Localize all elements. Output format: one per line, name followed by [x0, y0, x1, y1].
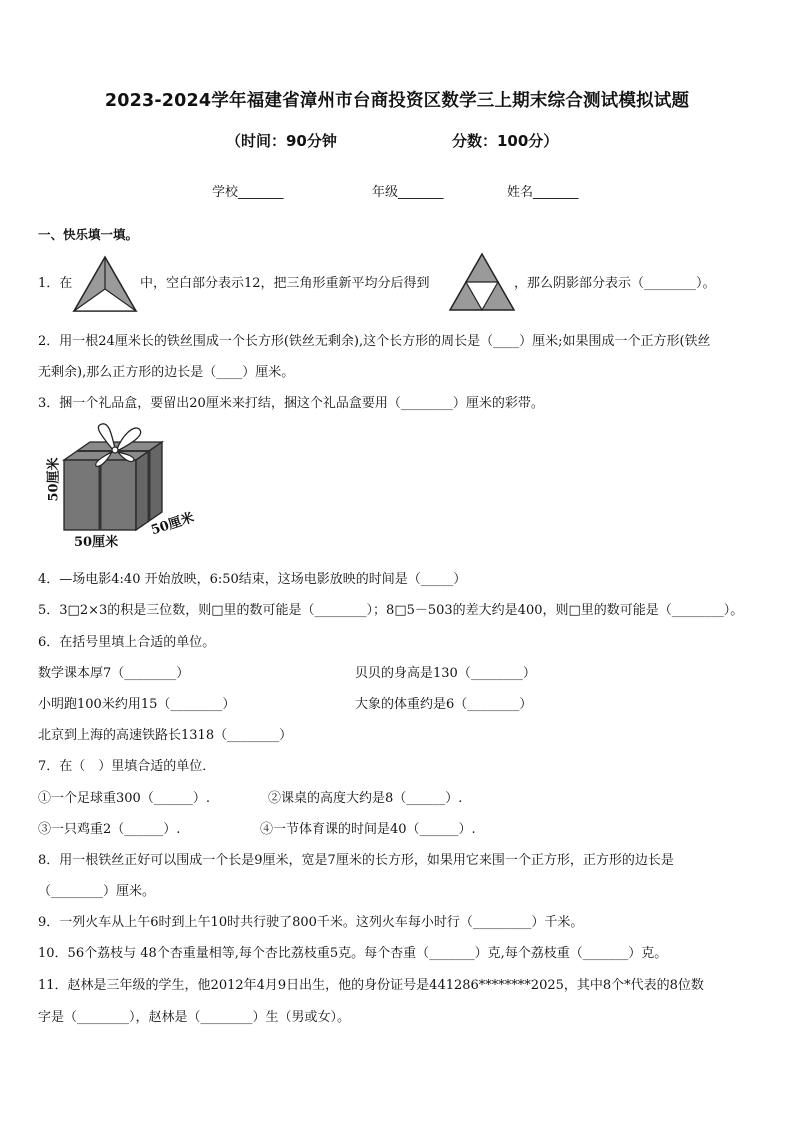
- q3-text: 3．捆一个礼品盒，要留出20厘米来打结，捆这个礼品盒要用（________）厘米的彩带。: [38, 396, 544, 411]
- gift-height-label: 50厘米: [46, 457, 62, 502]
- q9-text: 9．一列火车从上午6时到上午10时共行驶了800千米。这列火车每小时行（_________）千米。: [38, 915, 584, 930]
- q8-line1: 8．用一根铁丝正好可以围成一个长是9厘米，宽是7厘米的长方形，如果用它来围一个正方形，正方形的边长是: [38, 853, 674, 868]
- q6-item-b: 贝贝的身高是130（________）: [355, 666, 536, 681]
- q11-line1: 11．赵林是三年级的学生，他2012年4月9日出生，他的身份证号是441286********2025，其中8个*代表的8位数: [38, 978, 704, 993]
- triangle-quarters-figure: [72, 255, 138, 313]
- q6-item-c: 小明跑100米约用15（________）: [38, 697, 236, 712]
- q6-stem: 6．在括号里填上合适的单位。: [38, 635, 216, 650]
- gift-depth-label: 50厘米: [149, 510, 196, 539]
- school-field[interactable]: 学校_______: [212, 185, 284, 200]
- name-field[interactable]: 姓名_______: [507, 185, 579, 200]
- q6-item-e: 北京到上海的高速铁路长1318（________）: [38, 728, 293, 743]
- grade-field[interactable]: 年级_______: [372, 185, 444, 200]
- q4-text: 4．—场电影4:40 开始放映，6:50结束，这场电影放映的时间是（_____）: [38, 572, 467, 587]
- section-heading: 一、快乐填一填。: [38, 227, 139, 242]
- q7-item-2: ②课桌的高度大约是8（______）.: [268, 791, 463, 806]
- q5-text: 5．3□2×3的积是三位数，则□里的数可能是（________）；8□5－503的差大约是400，则□里的数可能是（________）。: [38, 603, 744, 618]
- triangle-midpoint-figure: [448, 252, 516, 312]
- gift-box-figure: [38, 422, 208, 552]
- q7-stem: 7．在（ ）里填合适的单位．: [38, 759, 216, 774]
- q7-item-4: ④一节体育课的时间是40（______）.: [260, 822, 476, 837]
- q6-item-a: 数学课本厚7（________）: [38, 666, 190, 681]
- time-limit: （时间：90分钟: [226, 132, 337, 150]
- total-score: 分数：100分）: [452, 132, 559, 150]
- q2-line1: 2．用一根24厘米长的铁丝围成一个长方形(铁丝无剩余),这个长方形的周长是（____）厘米;如果围成一个正方形(铁丝: [38, 334, 711, 349]
- q11-line2: 字是（________），赵林是（________）生（男或女）。: [38, 1010, 351, 1025]
- q6-item-d: 大象的体重约是6（________）: [355, 697, 533, 712]
- q1-text-start: 1．在: [38, 276, 73, 291]
- q7-item-1: ①一个足球重300（______）.: [38, 791, 210, 806]
- q7-item-3: ③一只鸡重2（______）.: [38, 822, 181, 837]
- page-title: 2023-2024学年福建省漳州市台商投资区数学三上期末综合测试模拟试题: [104, 91, 690, 111]
- q8-line2: （________）厘米。: [38, 884, 156, 899]
- q1-text-middle: 中，空白部分表示12，把三角形重新平均分后得到: [140, 276, 430, 291]
- q10-text: 10．56个荔枝与 48个杏重量相等,每个杏比荔枝重5克。每个杏重（_______）克,每个荔枝重（_______）克。: [38, 946, 668, 961]
- q2-line2: 无剩余),那么正方形的边长是（____）厘米。: [38, 365, 295, 380]
- gift-width-label: 50厘米: [74, 535, 119, 550]
- q1-text-end: ，那么阴影部分表示（________）。: [514, 276, 716, 291]
